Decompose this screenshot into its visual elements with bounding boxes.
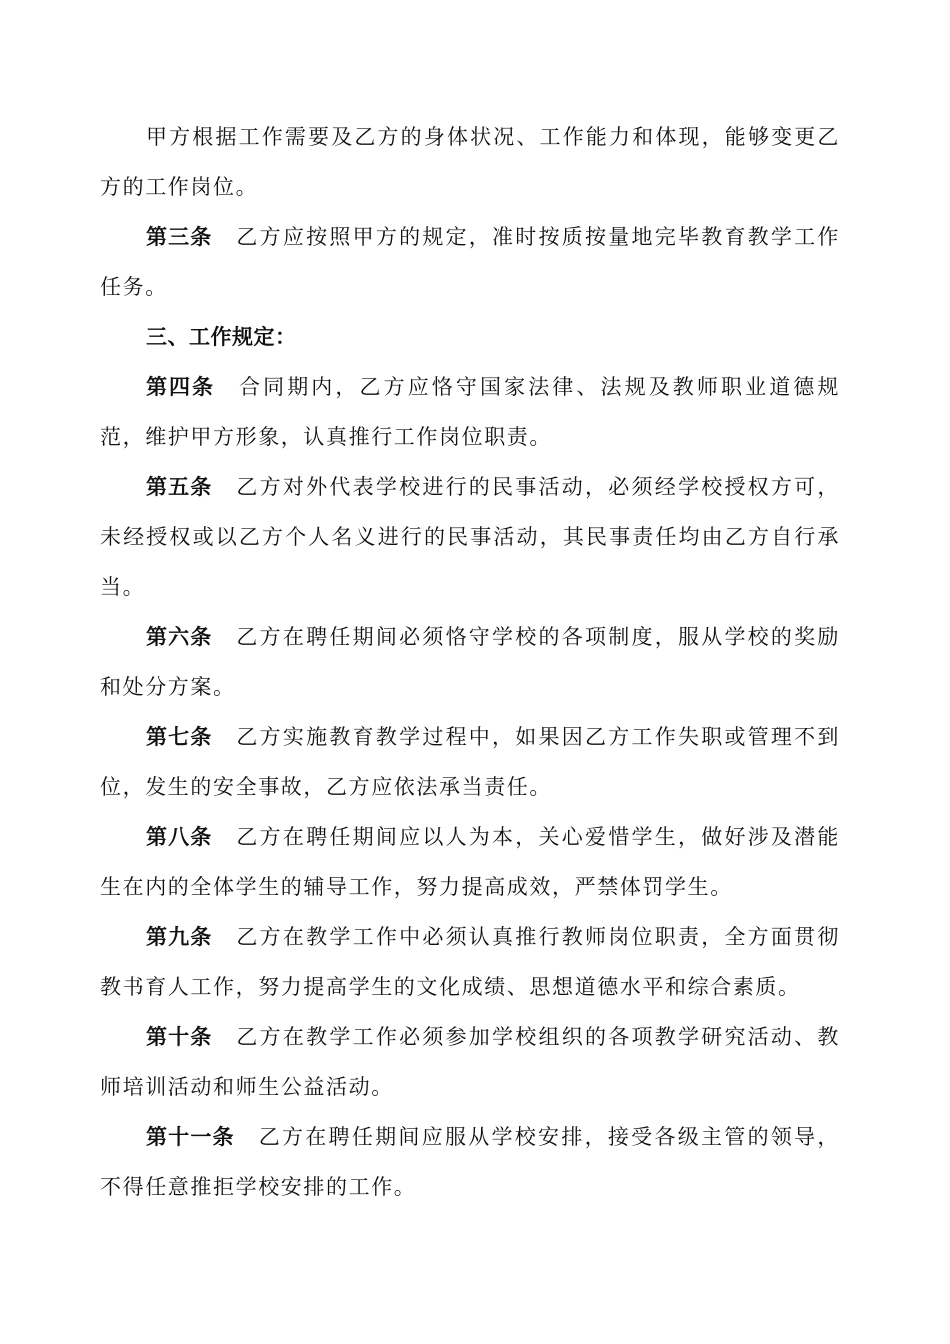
- article-4: [100, 362, 840, 462]
- paragraph-intro: 甲方根据工作需要及乙方的身体状况、工作能力和体现，能够变更乙方的工作岗位。: [100, 125, 840, 199]
- article-7: [100, 712, 840, 812]
- article-5-text: 乙方对外代表学校进行的民事活动，必须经学校授权方可，未经授权或以乙方个人名义进行的民事活动，其民事责任均由乙方自行承当。: [100, 475, 840, 599]
- article-5-number: 第五条: [146, 475, 213, 499]
- article-8-number: 第八条: [146, 825, 213, 849]
- article-3-text: 乙方应按照甲方的规定，准时按质按量地完毕教育教学工作任务。: [100, 225, 840, 299]
- article-9-text: 乙方在教学工作中必须认真推行教师岗位职责，全方面贯彻教书育人工作，努力提高学生的文化成绩、思想道德水平和综合素质。: [100, 925, 840, 999]
- section-heading-work-rules: 三、工作规定：: [146, 325, 297, 349]
- article-11-number: 第十一条: [146, 1125, 235, 1149]
- article-7-number: 第七条: [146, 725, 213, 749]
- article-6: [100, 612, 840, 712]
- article-11: [100, 1112, 840, 1212]
- article-10-number: 第十条: [146, 1025, 213, 1049]
- article-9: [100, 912, 840, 1012]
- article-11-text: 乙方在聘任期间应服从学校安排，接受各级主管的领导，不得任意推拒学校安排的工作。: [100, 1125, 841, 1199]
- article-4-number: 第四条: [146, 375, 215, 399]
- article-8-text: 乙方在聘任期间应以人为本，关心爱惜学生，做好涉及潜能生在内的全体学生的辅导工作，努力提高成效，严禁体罚学生。: [100, 825, 840, 899]
- article-10: [100, 1012, 840, 1112]
- article-6-number: 第六条: [146, 625, 213, 649]
- article-5: [100, 462, 840, 612]
- article-3: [100, 212, 840, 312]
- article-3-number: 第三条: [146, 225, 213, 249]
- article-8: [100, 812, 840, 912]
- article-6-text: 乙方在聘任期间必须恪守学校的各项制度，服从学校的奖励和处分方案。: [100, 625, 840, 699]
- article-4-text: 合同期内，乙方应恪守国家法律、法规及教师职业道德规范，维护甲方形象，认真推行工作岗位职责。: [100, 375, 840, 449]
- article-9-number: 第九条: [146, 925, 213, 949]
- document-body: [100, 112, 840, 1212]
- article-7-text: 乙方实施教育教学过程中，如果因乙方工作失职或管理不到位，发生的安全事故，乙方应依法承当责任。: [100, 725, 840, 799]
- article-10-text: 乙方在教学工作必须参加学校组织的各项教学研究活动、教师培训活动和师生公益活动。: [100, 1025, 840, 1099]
